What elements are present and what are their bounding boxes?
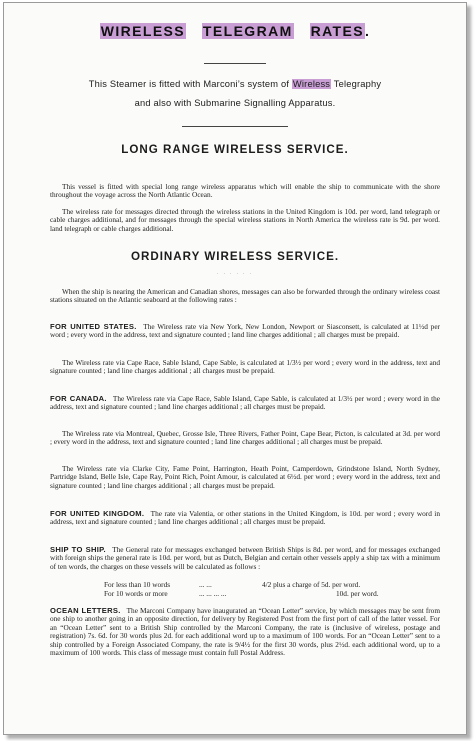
ordinary-title: ORDINARY WIRELESS SERVICE. — [130, 250, 340, 263]
intro-text-a: This Steamer is fitted with Marconi’s system of — [88, 79, 290, 89]
canada-para-3: The Wireless rate via Clarke City, Fame Point, Harrington, Heath Point, Camperdown, Grindstone Island, North Sydney, Partridge Island, Belle Isle, Cape Ray, Point Rich, Point Amour, is calculated at 6½d. per word ; every word in the address, text and signature counted ; land line charges additional ; all charges must be prepaid. — [50, 464, 440, 490]
title-period: . — [364, 23, 371, 39]
intro-text-b: Telegraphy — [333, 79, 382, 89]
ocean-letters-para — [50, 607, 440, 657]
ordinary-para-1: When the ship is nearing the American and Canadian shores, messages can also be forwarded through the ordinary wireless coast stations situated on the Atlantic seaboard at the following rates : — [50, 287, 440, 305]
long-range-title: LONG RANGE WIRELESS SERVICE. — [121, 143, 349, 156]
canada-para — [50, 395, 440, 412]
ship-to-ship-para — [50, 546, 440, 571]
long-range-para-2: The wireless rate for messages directed through the wireless stations in the United Kingdom is 10d. per word, land telegraph or cable charges additional, and for messages through the special wireless stations in North America the wireless rate is 9d. per word. land telegraph or cable charges additional. — [50, 207, 440, 233]
united-states-text: The Wireless rate via New York, New London, Newport or Siasconsett, is calculated at 11½d per word ; every word in the address, text and signature counted ; land line charges additional ; all charges must be prepaid. — [50, 322, 440, 340]
document-page — [3, 2, 467, 735]
rate-row-2-leader: ... ... ... ... — [199, 589, 227, 598]
rate-row-2 — [104, 590, 404, 599]
intro-line-1 — [4, 79, 466, 89]
united-kingdom-text: The rate via Valentia, or other stations in the United Kingdom, is 10d. per word ; every word in address, text and signature counted ; land line charges additional ; all charges must be prepaid. — [50, 509, 440, 527]
divider-top — [204, 63, 266, 64]
dotted-separator: . . . . . . — [217, 271, 253, 276]
united-states-para-2: The Wireless rate via Cape Race, Sable Island, Cape Sable, is calculated at 1/3½ per word ; every word in the address, text and signature counted ; land line charges additional ; all charges must be prepaid. — [50, 358, 440, 376]
canada-text: The Wireless rate via Cape Race, Sable Island, Cape Sable, is calculated at 1/3½ per word ; every word in the address, text and signature counted ; land line charges additional ; all charges must be prepaid. — [50, 394, 440, 412]
ship-to-ship-text: The General rate for messages exchanged between British Ships is 8d. per word, and for messages exchanged with foreign ships the general rate is 10d. per word, but as Dutch, Belgian and certain other vessels apply a ship tax with a minimum of ten words, the charges on these vessels will be calculated as follows : — [50, 545, 440, 571]
united-kingdom-para — [50, 510, 440, 527]
title-word-3: RATES — [310, 23, 364, 39]
ship-to-ship-heading: SHIP TO SHIP. — [50, 545, 106, 554]
united-states-heading: FOR UNITED STATES. — [50, 322, 137, 331]
ocean-letters-heading: OCEAN LETTERS. — [50, 606, 121, 615]
canada-para-2: The Wireless rate via Montreal, Quebec, Grosse Isle, Three Rivers, Father Point, Cape Bear, Picton, is calculated at 3d. per word ; every word in the address, text and signature counted ; land line charges additional ; all charges must be prepaid. — [50, 429, 440, 447]
title-word-1: WIRELESS — [100, 23, 186, 39]
rate-row-2-value: 10d. per word. — [336, 589, 379, 598]
canada-heading: FOR CANADA. — [50, 394, 107, 403]
intro-highlight: Wireless — [292, 79, 331, 89]
ocean-letters-text: The Marconi Company have inaugurated an “Ocean Letter” service, by which messages may be sent from one ship to another going in an opposite direction, for delivery by Registered Post from the first port of call of the latter vessel. For an “Ocean Letter” sent to a British Ship controlled by the Marconi Company, the rate is (inclusive of wireless, postage and registration) 7s. 6d. for 30 words plus 2d. for each additional word up to a maximum of 100 words. For an “Ocean Letter” sent to a ship controlled by a Foreign Associated Company, the rate is 9/4½ for the first 30 words, plus 2½d. each additional word, up to a maximum of 100 words. This class of message must contain full Postal Address. — [50, 606, 440, 658]
rate-row-1-leader: ... ... — [199, 580, 212, 589]
intro-line-2: and also with Submarine Signalling Apparatus. — [134, 98, 336, 108]
rate-row-1-value: 4/2 plus a charge of 5d. per word. — [262, 580, 361, 589]
page-title — [4, 23, 466, 39]
united-states-para — [50, 323, 440, 340]
divider-middle — [182, 126, 288, 127]
united-kingdom-heading: FOR UNITED KINGDOM. — [50, 509, 145, 518]
rate-row-1-label: For less than 10 words — [104, 580, 171, 589]
long-range-para-1: This vessel is fitted with special long range wireless apparatus which will enable the ship to communicate with the shore throughout the voyage across the North Atlantic Ocean. — [50, 182, 440, 200]
rate-row-2-label: For 10 words or more — [104, 589, 168, 598]
title-word-2: TELEGRAM — [202, 23, 293, 39]
